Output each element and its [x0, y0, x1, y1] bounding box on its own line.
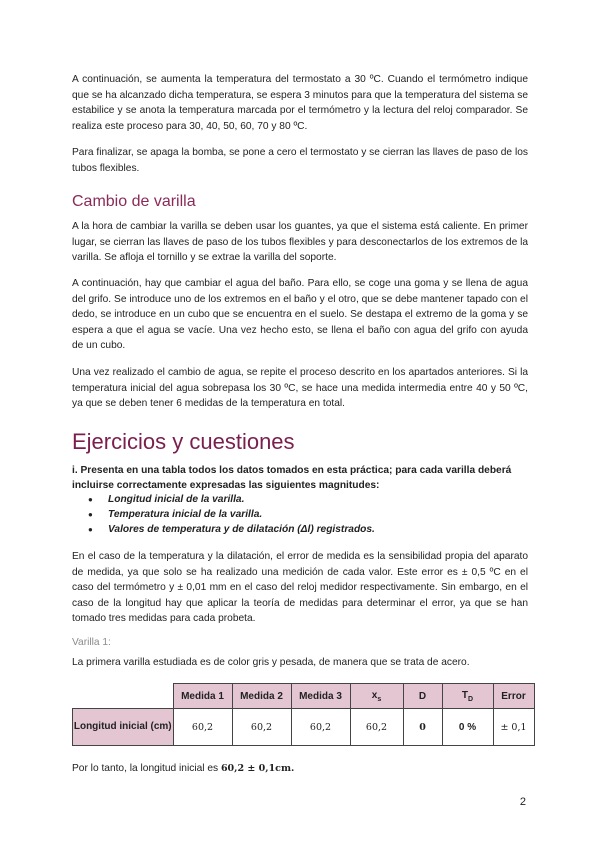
- paragraph-temperature-increase: A continuación, se aumenta la temperatura del termostato a 30 ºC. Cuando el termómetro indique que se ha alcanzado dicha temperatura, se espera 3 minutos para que la temperatura del sistema se estabilice y se anota la temperatura marcada por el termómetro y la lectura del reloj comparador. Se realiza este proceso para 30, 40, 50, 60, 70 y 80 ºC.: [72, 74, 528, 132]
- table-cell: ± 0,1: [493, 709, 534, 746]
- table-header: Medida 1: [173, 684, 232, 709]
- paragraph-change-rod: A la hora de cambiar la varilla se deben usar los guantes, ya que el sistema está caliente. En primer lugar, se cierran las llaves de paso de los tubos flexibles y para desconectarlos de los extremos de la varilla. Se afloja el tornillo y se extrae la varilla del soporte.: [72, 221, 528, 264]
- table-header: Error: [493, 684, 534, 709]
- paragraph-error-explanation: En el caso de la temperatura y la dilatación, el error de medida es la sensibilidad propia del aparato de medida, ya que solo se ha realizado una medición de cada valor. Este error es ± 0,5 ºC en el caso del termómetro y ± 0,01 mm en el caso del reloj medidor respectivamente. Sin embargo, en el caso de la longitud hay que aplicar la teoría de medidas para determinar el error, ya que se han tomado tres medidas para cada probeta.: [72, 551, 528, 625]
- table-header: Medida 2: [232, 684, 291, 709]
- paragraph-conclusion: [72, 761, 528, 777]
- table-header: Medida 3: [291, 684, 350, 709]
- page-number: 2: [519, 796, 526, 808]
- heading-cambio-varilla: Cambio de varilla: [72, 193, 196, 210]
- table-cell: 0 %: [442, 709, 493, 746]
- question-i: i. Presenta en una tabla todos los datos tomados en esta práctica; para cada varilla deberá incluirse correctamente expresadas las siguientes magnitudes:: [72, 465, 512, 491]
- bullet-item: ● Longitud inicial de la varilla.: [88, 492, 375, 507]
- heading-ejercicios: Ejercicios y cuestiones: [72, 429, 295, 454]
- table-cell: 0: [403, 709, 442, 746]
- bullet-item: ● Temperatura inicial de la varilla.: [88, 507, 375, 522]
- paragraph-change-water: A continuación, hay que cambiar el agua del baño. Para ello, se coge una goma y se llena de agua del grifo. Se introduce uno de los extremos en el baño y el otro, que se debe mantener tapado con el dedo, se introduce en un cubo que se encuentra en el suelo. Se destapa el extremo de la goma y se espera a que el agua se vacíe. Una vez hecho esto, se llena el baño con agua del grifo con ayuda de un cubo.: [72, 278, 528, 352]
- paragraph-finalize: Para finalizar, se apaga la bomba, se pone a cero el termostato y se cierran las llaves de paso de los tubos flexibles.: [72, 147, 528, 174]
- table-cell: 60,2: [173, 709, 232, 746]
- table-header-row: [73, 684, 535, 709]
- bullet-item: ● Valores de temperatura y de dilatación (Δl) registrados.: [88, 522, 375, 537]
- conclusion-text: Por lo tanto, la longitud inicial es: [72, 763, 221, 774]
- paragraph-first-rod: La primera varilla estudiada es de color gris y pesada, de manera que se trata de acero.: [72, 657, 470, 668]
- table-row: [73, 709, 535, 746]
- table-header: D: [403, 684, 442, 709]
- subheading-varilla-1: Varilla 1:: [72, 637, 111, 648]
- table-header-td: $T_D$: [442, 684, 493, 709]
- conclusion-value: 60,2 ± 0,1cm.: [220, 763, 295, 774]
- row-label: Longitud inicial (cm): [73, 709, 174, 746]
- measurement-table: [72, 683, 535, 746]
- table-cell: 60,2: [350, 709, 403, 746]
- table-cell: 60,2: [232, 709, 291, 746]
- paragraph-repeat-process: Una vez realizado el cambio de agua, se repite el proceso descrito en los apartados anteriores. Si la temperatura inicial del agua sobrepasa los 30 ºC, se hace una medida intermedia entre 40 y 50 ºC, ya que se deben tener 6 medidas de la temperatura en total.: [72, 367, 528, 410]
- table-header-mean: $x_s$: [350, 684, 403, 709]
- bullet-list: [88, 492, 375, 537]
- table-cell: 60,2: [291, 709, 350, 746]
